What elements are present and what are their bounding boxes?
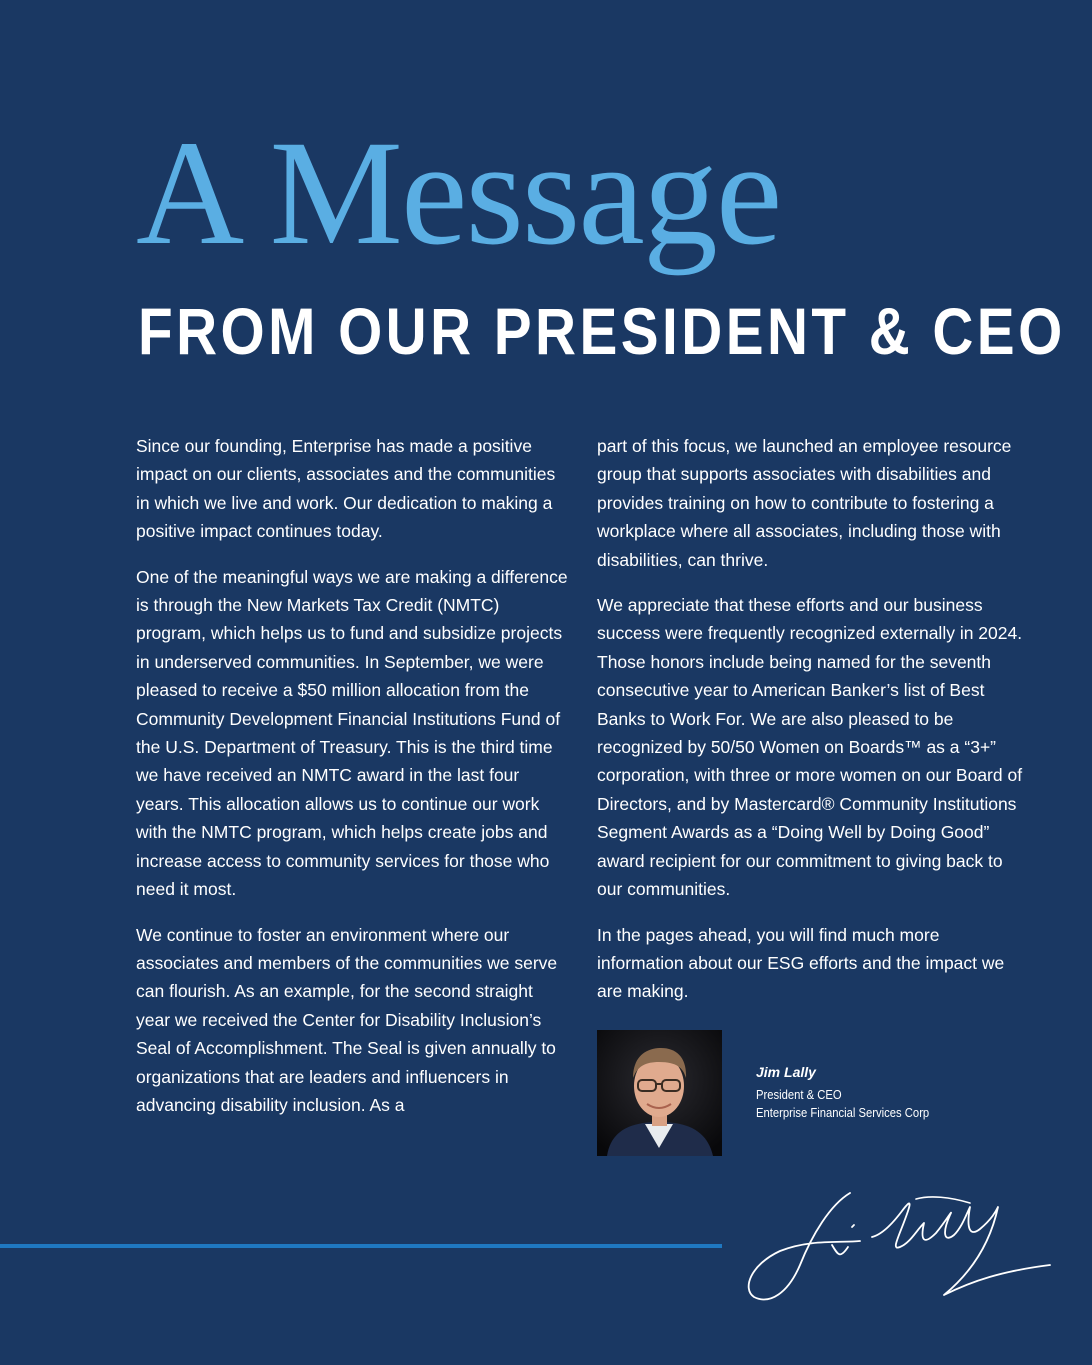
body-column-left: [136, 432, 568, 1136]
divider-rule: [0, 1244, 722, 1248]
body-column-right: [597, 432, 1029, 1023]
heading-script: A Message: [136, 110, 781, 276]
paragraph: We appreciate that these efforts and our business success were frequently recognized externally in 2024. Those honors include being named for the seventh consecutive year to American Banker’s list of Best Banks to Work For. We are also pleased to be recognized by 50/50 Women on Boards™ as a “3+” corporation, with three or more women on our Board of Directors, and by Mastercard® Community Institutions Segment Awards as a “Doing Well by Doing Good” award recipient for our commitment to giving back to our communities.: [597, 595, 1023, 900]
paragraph: In the pages ahead, you will find much more information about our ESG efforts and the impact we are making.: [597, 924, 1005, 1002]
signatory-company: Enterprise Financial Services Corp: [756, 1106, 930, 1120]
handwritten-signature-icon: [740, 1185, 1060, 1310]
paragraph: Since our founding, Enterprise has made a positive impact on our clients, associates and the communities in which we live and work. Our dedication to making a positive impact continues today.: [136, 436, 556, 542]
paragraph: part of this focus, we launched an employee resource group that supports associates with disabilities and provides training on how to contribute to fostering a workplace where all associates, including those with disabilities, can thrive.: [597, 436, 1012, 570]
signatory-title: President & CEO: [756, 1088, 842, 1102]
paragraph: We continue to foster an environment where our associates and members of the communities we serve can flourish. As an example, for the second straight year we received the Center for Disability Inclusion’s Seal of Accomplishment. The Seal is given annually to organizations that are leaders and influencers in advancing disability inclusion. As a: [136, 924, 558, 1115]
signatory-name: Jim Lally: [756, 1064, 816, 1080]
ceo-portrait: [597, 1030, 722, 1156]
heading-caps: FROM OUR PRESIDENT & CEO: [138, 294, 1066, 368]
portrait-illustration-icon: [597, 1030, 722, 1156]
signatory-block: [756, 1063, 948, 1122]
paragraph: One of the meaningful ways we are making a difference is through the New Markets Tax Credit (NMTC) program, which helps us to fund and subsidize projects in underserved communities. In September, we were pleased to receive a $50 million allocation from the Community Development Financial Institutions Fund of the U.S. Department of Treasury. This is the third time we have received an NMTC award in the last four years. This allocation allows us to continue our work with the NMTC program, which helps create jobs and increase access to community services for those who need it most.: [136, 566, 568, 900]
